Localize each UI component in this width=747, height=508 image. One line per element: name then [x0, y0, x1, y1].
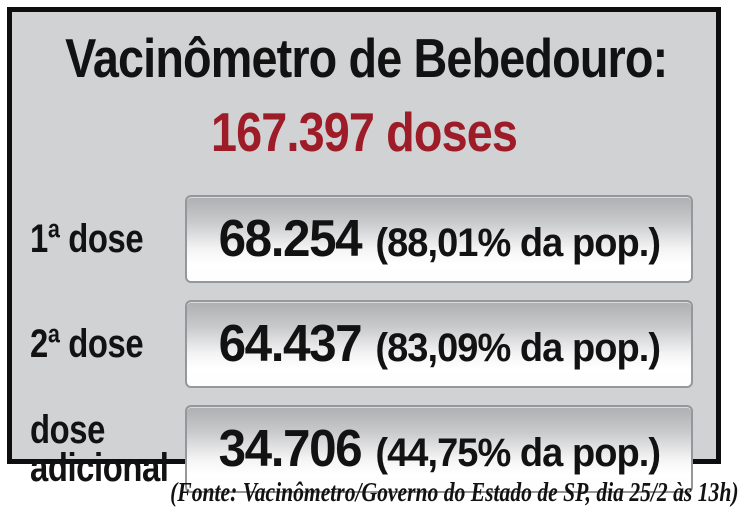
dose-label-text: 2ª dose	[30, 322, 144, 366]
dose-count: 34.706	[218, 420, 361, 478]
dose-rows	[12, 195, 716, 493]
dose-label-text: 1ª dose	[30, 217, 144, 261]
dose-row-label	[30, 322, 185, 366]
dose-row-label	[30, 408, 185, 490]
dose-row-first	[30, 195, 693, 283]
population-percent: (83,09% da pop.)	[375, 326, 660, 370]
population-percent: (44,75% da pop.)	[375, 431, 660, 475]
panel-title: Vacinômetro de Bebedouro:	[65, 27, 668, 89]
panel-subheader	[12, 103, 716, 176]
dose-label-text: dose adicional	[30, 408, 169, 490]
total-doses: 167.397 doses	[210, 101, 518, 163]
dose-count: 64.437	[218, 315, 361, 373]
dose-value-line	[218, 419, 659, 479]
panel-header	[12, 28, 716, 103]
dose-row-label	[30, 217, 185, 261]
dose-value-line	[218, 314, 659, 374]
dose-count: 68.254	[218, 210, 361, 268]
population-percent: (88,01% da pop.)	[375, 221, 660, 265]
dose-row-second	[30, 300, 693, 388]
dose-value-box	[185, 195, 693, 283]
dose-value-line	[218, 209, 659, 269]
dose-value-box	[185, 300, 693, 388]
source-caption: (Fonte: Vacinômetro/Governo do Estado de SP, dia 25/2 às 13h)	[170, 477, 739, 507]
source-caption-area	[0, 477, 739, 508]
vaccinometer-panel	[7, 7, 721, 490]
